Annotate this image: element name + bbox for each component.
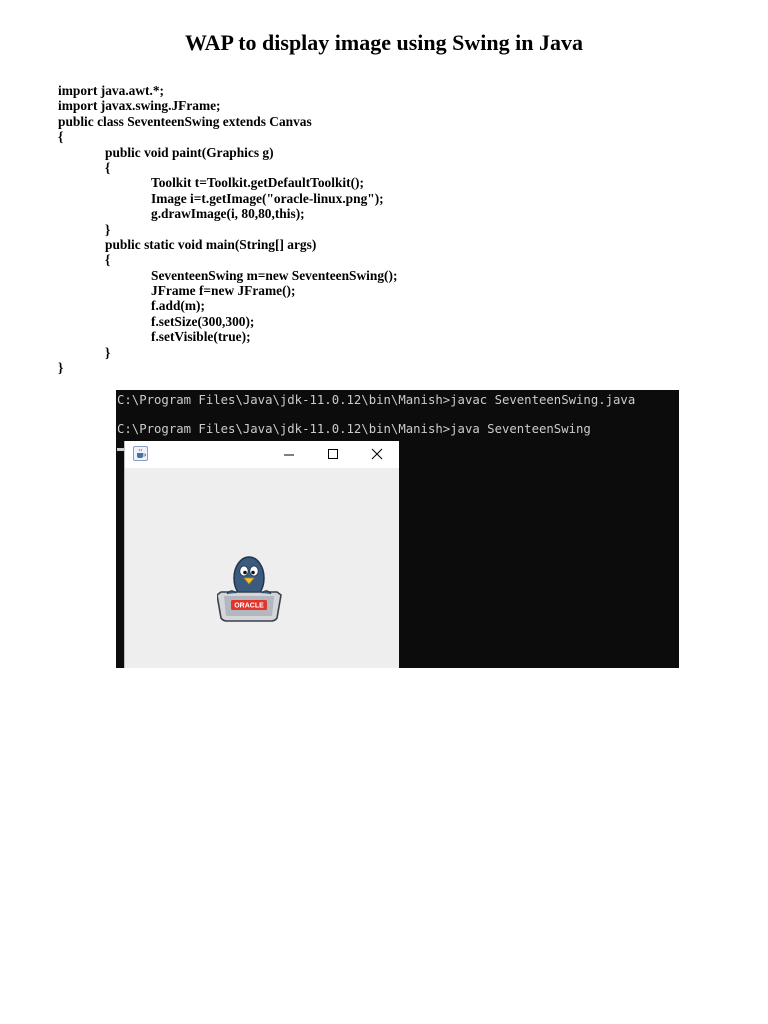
jframe-window[interactable] xyxy=(124,441,399,668)
code-line: } xyxy=(105,344,111,360)
close-icon xyxy=(355,441,399,468)
code-line: import javax.swing.JFrame; xyxy=(58,98,221,114)
oracle-logo-text: ORACLE xyxy=(234,602,264,610)
code-line: public void paint(Graphics g) xyxy=(105,144,274,160)
code-line: public class SeventeenSwing extends Canvas xyxy=(58,113,312,129)
code-line: { xyxy=(105,159,111,175)
code-line: { xyxy=(105,252,111,268)
code-line: f.setVisible(true); xyxy=(151,329,251,345)
code-line: } xyxy=(58,360,64,376)
code-line: g.drawImage(i, 80,80,this); xyxy=(151,206,305,222)
maximize-button[interactable] xyxy=(311,441,355,468)
jframe-title-bar[interactable] xyxy=(125,441,399,468)
command-prompt-window xyxy=(116,390,679,668)
code-line: Toolkit t=Toolkit.getDefaultToolkit(); xyxy=(151,175,364,191)
minimize-button[interactable] xyxy=(267,441,311,468)
console-line-java: C:\Program Files\Java\jdk-11.0.12\bin\Manish>java SeventeenSwing xyxy=(117,422,591,436)
code-line: } xyxy=(105,221,111,237)
document-title: WAP to display image using Swing in Java xyxy=(185,30,583,55)
code-line: public static void main(String[] args) xyxy=(105,236,317,252)
code-line: import java.awt.*; xyxy=(58,83,164,98)
code-line: SeventeenSwing m=new SeventeenSwing(); xyxy=(151,267,398,283)
code-line: f.add(m); xyxy=(151,298,205,314)
code-line: JFrame f=new JFrame(); xyxy=(151,283,296,299)
code-line: { xyxy=(58,129,64,145)
jframe-content-canvas xyxy=(125,468,399,668)
maximize-icon xyxy=(311,441,355,468)
close-button[interactable] xyxy=(355,441,399,468)
java-cup-icon xyxy=(133,446,148,461)
code-line: Image i=t.getImage("oracle-linux.png"); xyxy=(151,190,384,206)
console-line-javac: C:\Program Files\Java\jdk-11.0.12\bin\Manish>javac SeventeenSwing.java xyxy=(117,393,636,407)
code-line: f.setSize(300,300); xyxy=(151,313,255,329)
code-listing xyxy=(58,83,397,375)
minimize-icon xyxy=(267,441,311,468)
oracle-linux-image xyxy=(217,554,285,629)
console-cursor xyxy=(117,448,124,451)
